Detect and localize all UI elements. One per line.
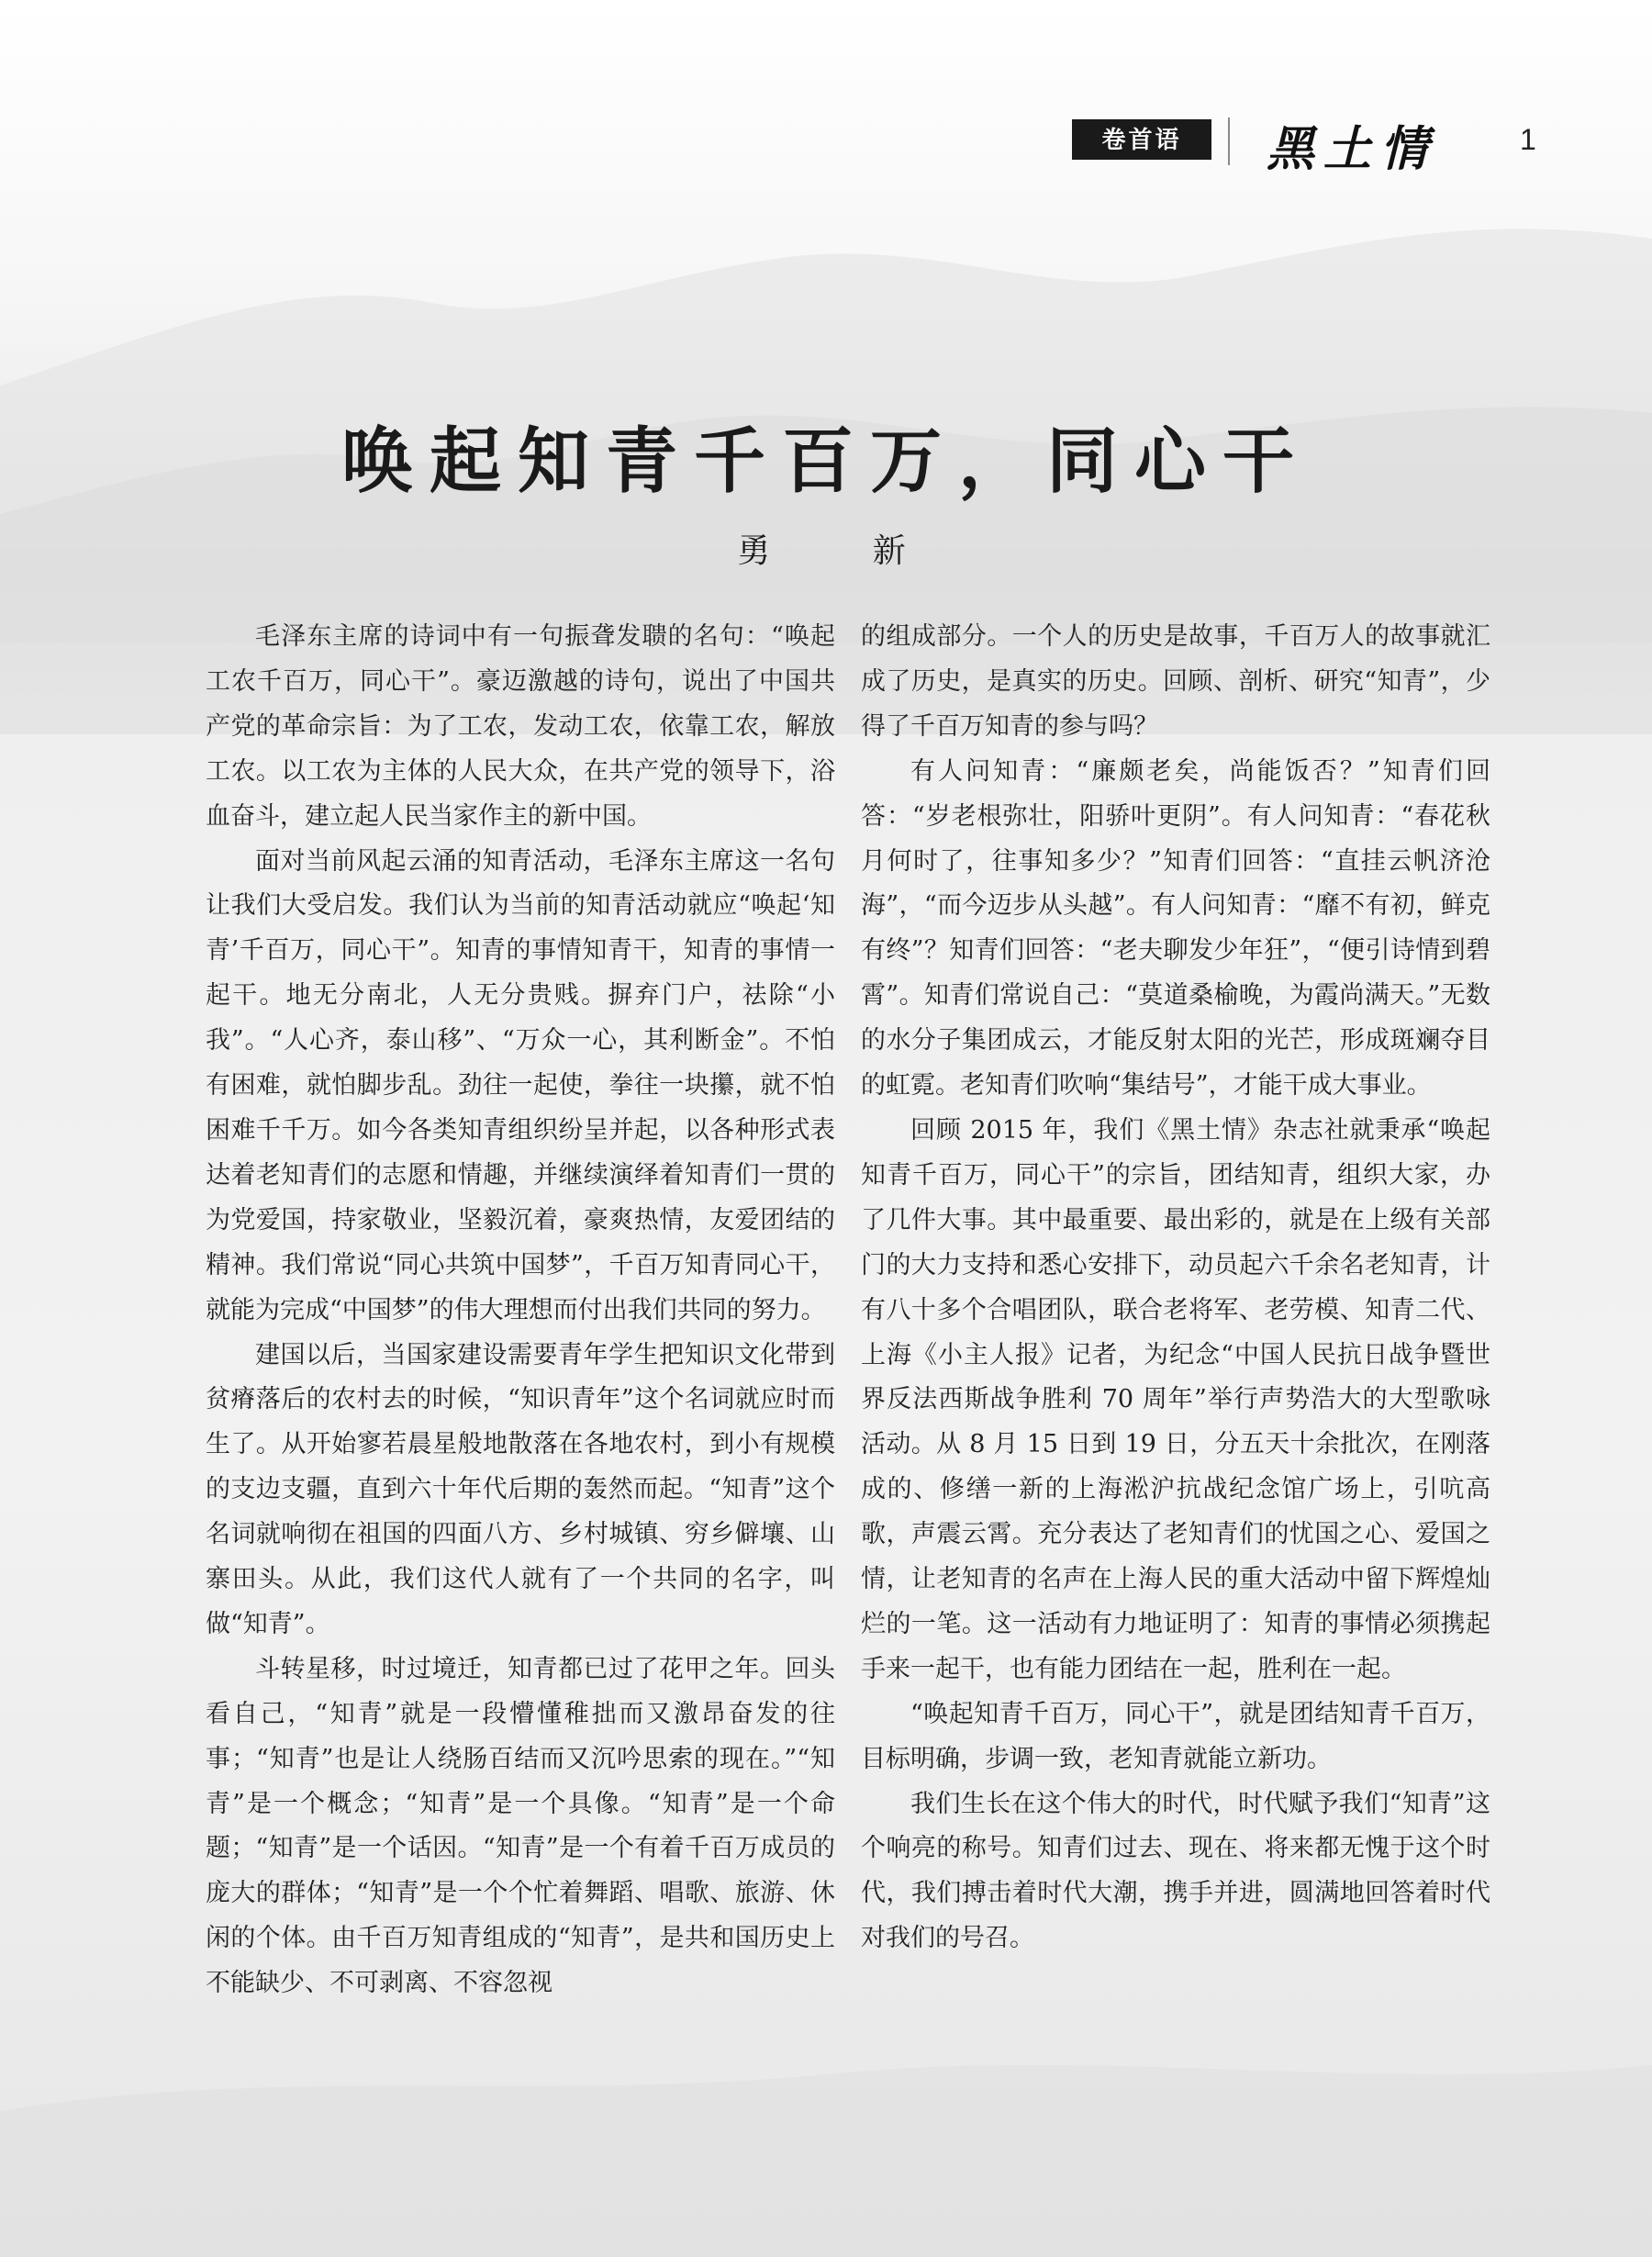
paragraph: “唤起知青千百万，同心干”，就是团结知青千百万，目标明确，步调一致，老知青就能立新功。 <box>861 1699 1490 1773</box>
paragraph: 有人问知青：“廉颇老矣，尚能饭否？”知青们回答：“岁老根弥壮，阳骄叶更阴”。有人问知青：“春花秋月何时了，往事知多少？”知青们回答：“直挂云帆济沧海”，“而今迈步从头越”。有人问知青：“靡不有初，鲜克有终”？知青们回答：“老夫聊发少年狂”，“便引诗情到碧霄”。知青们常说自己：“莫道桑榆晚，为霞尚满天。”无数的水分子集团成云，才能反射太阳的光芒，形成斑斓夺目的虹霓。老知青们吹响“集结号”，才能干成大事业。 <box>861 756 1490 1101</box>
article-title: 唤起知青千百万，同心干 <box>340 419 1311 503</box>
page-header <box>1072 117 1549 177</box>
paragraph: 斗转星移，时过境迁，知青都已过了花甲之年。回头看自己，“知青”就是一段懵懂稚拙而又激昂奋发的往事；“知青”也是让人绕肠百结而又沉吟思索的现在。”“知青”是一个概念；“知青”是一个具像。“知青”是一个命题；“知青”是一个话因。“知青”是一个有着千百万成员的庞大的群体；“知青”是一个个忙着舞蹈、唱歌、旅游、休闲的个体。由千百万知青组成的“知青”，是共和国历史上不能缺少、不可剥离、不容忽视 <box>206 1654 835 1998</box>
paragraph: 建国以后，当国家建设需要青年学生把知识文化带到贫瘠落后的农村去的时候，“知识青年”这个名词就应时而生了。从开始寥若晨星般地散落在各地农村，到小有规模的支边支疆，直到六十年代后期的轰然而起。“知青”这个名词就响彻在祖国的四面八方、乡村城镇、穷乡僻壤、山寨田头。从此，我们这代人就有了一个共同的名字，叫做“知青”。 <box>206 1340 835 1638</box>
paragraph: 回顾 2015 年，我们《黑土情》杂志社就秉承“唤起知青千百万，同心干”的宗旨，团结知青，组织大家，办了几件大事。其中最重要、最出彩的，就是在上级有关部门的大力支持和悉心安排下，动员起六千余名老知青，计有八十多个合唱团队，联合老将军、老劳模、知青二代、上海《小主人报》记者，为纪念“中国人民抗日战争暨世界反法西斯战争胜利 70 周年”举行声势浩大的大型歌咏活动。从 8 月 15 日到 19 日，分五天十余批次，在刚落成的、修缮一新的上海淞沪抗战纪念馆广场上，引吭高歌，声震云霄。充分表达了老知青们的忧国之心、爱国之情，让老知青的名声在上海人民的重大活动中留下辉煌灿烂的一笔。这一活动有力地证明了：知青的事情必须携起手来一起干，也有能力团结在一起，胜利在一起。 <box>861 1115 1490 1683</box>
paragraph-continued: 的组成部分。一个人的历史是故事，千百万人的故事就汇成了历史，是真实的历史。回顾、剖析、研究“知青”，少得了千百万知青的参与吗？ <box>861 622 1490 741</box>
page-number: 1 <box>1520 123 1536 156</box>
section-tag: 卷首语 <box>1072 119 1211 160</box>
magazine-logo: 黑土情 <box>1267 121 1438 177</box>
paragraph: 毛泽东主席的诗词中有一句振聋发聩的名句：“唤起工农千百万，同心干”。豪迈激越的诗句，说出了中国共产党的革命宗旨：为了工农，发动工农，依靠工农，解放工农。以工农为主体的人民大众，在共产党的领导下，浴血奋斗，建立起人民当家作主的新中国。 <box>206 622 835 831</box>
paragraph: 面对当前风起云涌的知青活动，毛泽东主席这一名句让我们大受启发。我们认为当前的知青活动就应“唤起‘知青’千百万，同心干”。知青的事情知青干，知青的事情一起干。地无分南北，人无分贵贱。摒弃门户，祛除“小我”。“人心齐，泰山移”、“万众一心，其利断金”。不怕有困难，就怕脚步乱。劲往一起使，拳往一块攥，就不怕困难千千万。如今各类知青组织纷呈并起，以各种形式表达着老知青们的志愿和情趣，并继续演绎着知青们一贯的为党爱国，持家敬业，坚毅沉着，豪爽热情，友爱团结的精神。我们常说“同心共筑中国梦”，千百万知青同心干，就能为完成“中国梦”的伟大理想而付出我们共同的努力。 <box>206 846 835 1324</box>
article-author: 勇 新 <box>737 532 952 570</box>
header-divider <box>1228 117 1230 165</box>
paragraph: 我们生长在这个伟大的时代，时代赋予我们“知青”这个响亮的称号。知青们过去、现在、将来都无愧于这个时代，我们搏击着时代大潮，携手并进，圆满地回答着时代对我们的号召。 <box>861 1789 1490 1953</box>
article-column-right <box>861 615 1490 1961</box>
article-column-left <box>206 615 835 2006</box>
